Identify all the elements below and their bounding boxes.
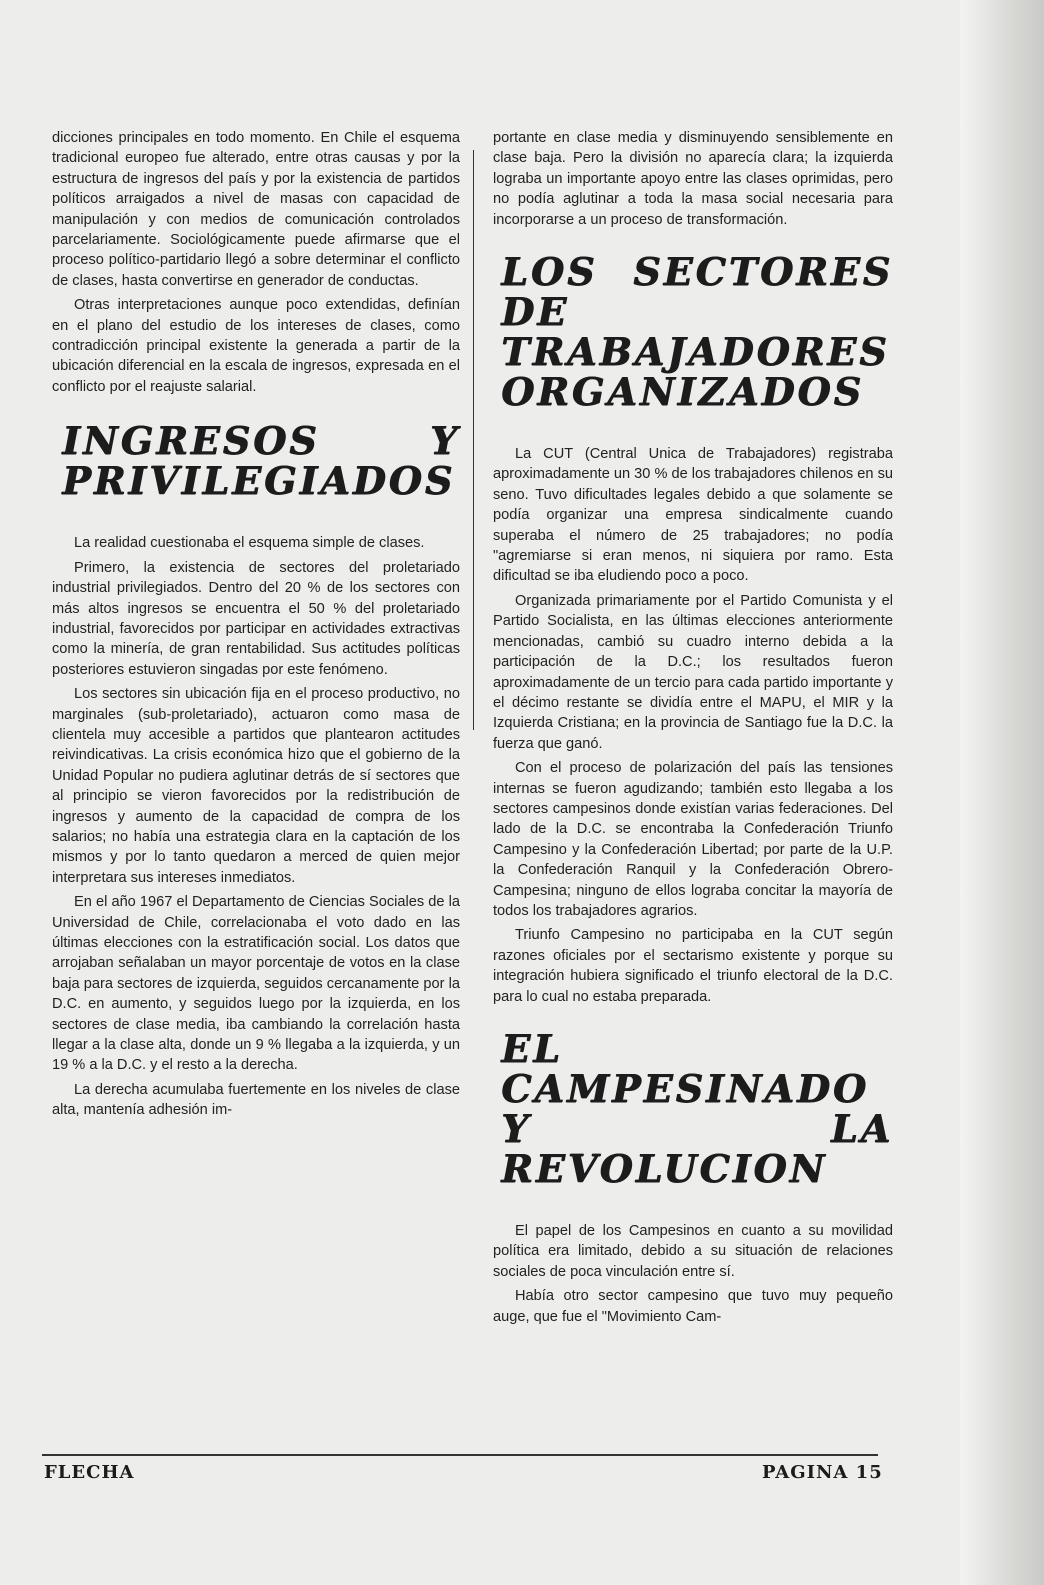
right-paragraph-7: Había otro sector campesino que tuvo muy pequeño auge, que fue el "Movimiento Cam-	[493, 1288, 893, 1325]
right-paragraph-4: Con el proceso de polarización del país las tensiones internas se fueron agudizando; también esto llegaba a los sectores campesinos donde existían varias federaciones. Del lado de la D.C. se encontraba la Confederación Triunfo Campesino y la Confederación Libertad; por parte de la U.P. la Confederación Ranquil y la Confederación Obrero-Campesina; ninguno de ellos lograba concitar la mayoría de todos los trabajadores agrarios.	[493, 760, 893, 919]
page-binding-shadow	[960, 0, 1044, 1585]
left-paragraph-6: En el año 1967 el Departamento de Ciencias Sociales de la Universidad de Chile, correlacionaba el voto dado en las últimas elecciones con la estratificación social. Los datos que arrojaban señalaban un mayor porcentaje de votos en la clase baja para sectores de izquierda, seguidos cercanamente por la D.C. en aumento, y seguidos luego por la izquierda, en los sectores de clase media, iba cambiando la correlación hasta llegar a la clase alta, donde un 9 % llegaba a la izquierda, y un 19 % a la D.C. y el resto a la derecha.	[52, 894, 460, 1074]
right-paragraph-5: Triunfo Campesino no participaba en la CUT según razones oficiales por el sectarismo existente y porque su integración hubiera significado el triunfo electoral de la D.C. para lo cual no estaba preparada.	[493, 927, 893, 1005]
footer-publication: FLECHA	[44, 1462, 135, 1483]
right-column	[493, 128, 893, 1331]
heading-campesinado-revolucion: EL CAMPESINADO Y LA REVOLUCION	[501, 1026, 893, 1191]
left-paragraph-1: dicciones principales en todo momento. En Chile el esquema tradicional europeo fue alterado, entre otras causas y por la estructura de ingresos del país y por la existencia de partidos políticos arraigados a nivel de masas con capacidad de manipulación y con medios de comunicación controlados parcelariamente. Sociológicamente puede afirmarse que el proceso político-partidario llegó a sobre determinar el conflicto de clases, hasta convertirse en generador de conductas.	[52, 130, 460, 289]
heading-ingresos-privilegiados: INGRESOS Y PRIVILEGIADOS	[62, 418, 460, 504]
right-paragraph-1: portante en clase media y disminuyendo sensiblemente en clase baja. Pero la división no aparecía clara; la izquierda lograba un importante apoyo entre las clases oprimidas, pero no podía aglutinar a toda la masa social necesaria para incorporarse a un proceso de transformación.	[493, 130, 893, 228]
footer-rule	[42, 1454, 878, 1456]
left-paragraph-4: Primero, la existencia de sectores del proletariado industrial privilegiados. Dentro del 20 % de los sectores con más altos ingresos se encuentra el 50 % del proletariado industrial, favorecidos por participar en actividades extractivas como la minería, de gran rentabilidad. Sus actitudes políticas posteriores estuvieron singadas por este fenómeno.	[52, 559, 460, 678]
left-paragraph-2: Otras interpretaciones aunque poco extendidas, definían en el plano del estudio de los intereses de clases, como contradicción principal existente la generada a partir de la ubicación diferencial en la escala de ingresos, expresada en el conflicto por el reajuste salarial.	[52, 297, 460, 395]
left-paragraph-7: La derecha acumulaba fuertemente en los niveles de clase alta, mantenía adhesión im-	[52, 1081, 460, 1119]
right-paragraph-6: El papel de los Campesinos en cuanto a su movilidad política era limitado, debido a su situación de relaciones sociales de poca vinculación entre sí.	[493, 1223, 893, 1280]
left-column	[52, 128, 460, 1125]
right-paragraph-3: Organizada primariamente por el Partido Comunista y el Partido Socialista, en las últimas elecciones anteriormente mencionadas, cambió su cuadro interno debida a la participación de la D.C.; los resultados fueron aproximadamente de un tercio para cada partido importante y el décimo restante se dividía entre el MAPU, el MIR y la Izquierda Cristiana; en la provincia de Santiago fue la D.C. la fuerza que ganó.	[493, 592, 893, 752]
heading-sectores-trabajadores: LOS SECTORES DE TRABAJADORES ORGANIZADOS	[501, 249, 893, 415]
right-paragraph-2: La CUT (Central Unica de Trabajadores) registraba aproximadamente un 30 % de los trabajadores chilenos en su seno. Tuvo dificultades legales debido a que solamente se podía organizar una empresa sindicalmente cuando superaba el número de 25 trabajadores; no podía "agremiarse si eran menos, ni siquiera por ramo. Esta dificultad se iba eludiendo poco a poco.	[493, 446, 893, 585]
left-paragraph-3: La realidad cuestionaba el esquema simple de clases.	[74, 535, 425, 552]
footer-page-number: PAGINA 15	[762, 1462, 883, 1483]
left-paragraph-5: Los sectores sin ubicación fija en el proceso productivo, no marginales (sub-proletariado), actuaron como masa de clientela muy accesible a partidos que plantearon actitudes reivindicativas. La crisis económica hizo que el gobierno de la Unidad Popular no pudiera aglutinar detrás de sí sectores que al principio se vieron favorecidos por la redistribución de ingresos y aumento de la capacidad de compra de los salarios; no había una estrategia clara en la captación de los mismos y por lo tanto quedaron a merced de quien mejor interpretara sus intereses inmediatos.	[52, 686, 460, 886]
column-divider	[473, 150, 474, 730]
